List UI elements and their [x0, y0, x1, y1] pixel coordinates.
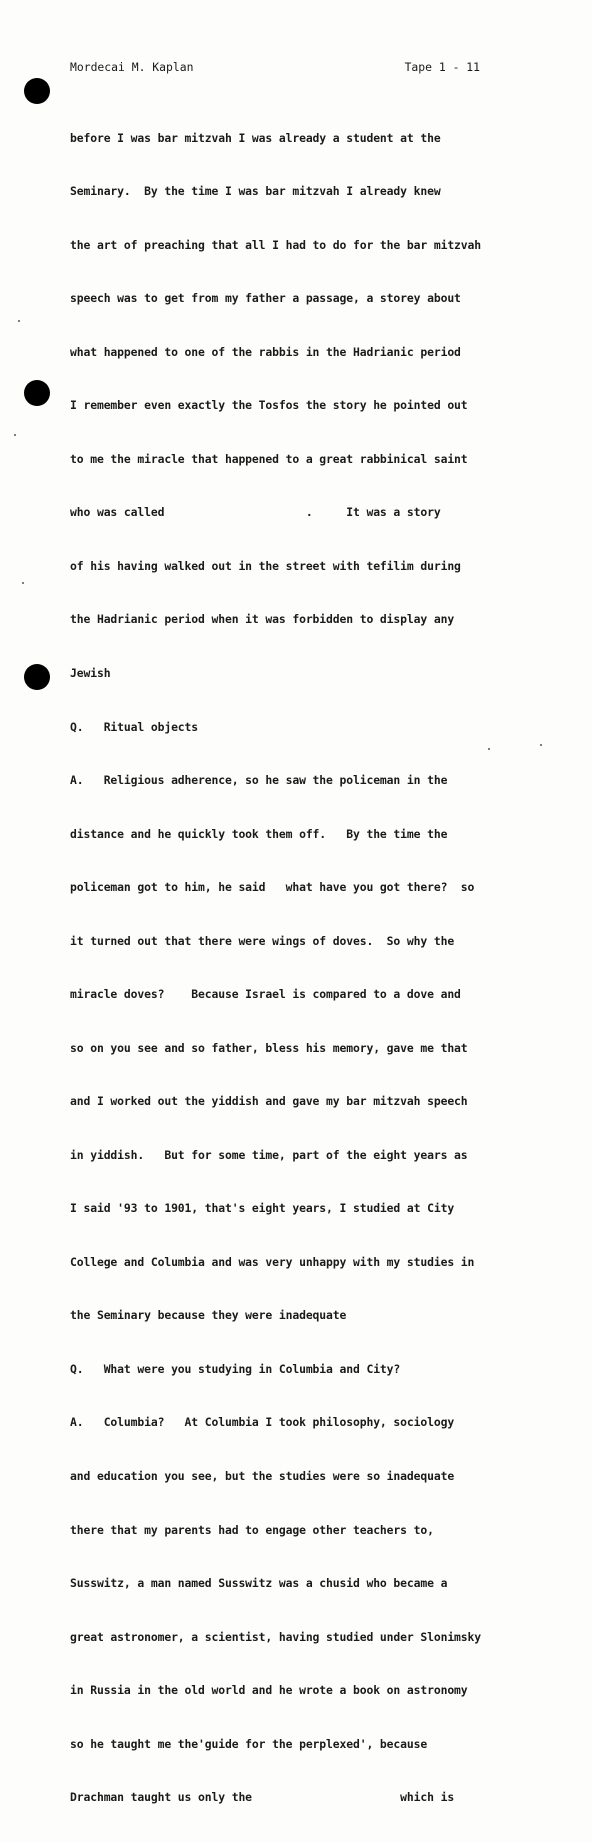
- transcript-line: policeman got to him, he said what have you got there? so: [70, 880, 475, 895]
- transcript-line: Jewish: [70, 666, 111, 680]
- transcript-line: Q. Ritual objects: [70, 719, 199, 734]
- transcript-line: the Seminary because they were inadequate: [70, 1308, 347, 1323]
- transcript-line: Drachman taught us only the which is: [70, 1790, 455, 1805]
- transcript-line: great astronomer, a scientist, having studied under Slonimsky: [70, 1629, 482, 1644]
- transcript-line: speech was to get from my father a passage, a storey about: [70, 291, 461, 306]
- transcript-line: and education you see, but the studies were so inadequate: [70, 1468, 455, 1483]
- transcript-line: College and Columbia and was very unhappy with my studies in: [70, 1254, 475, 1269]
- transcript-line: A. Columbia? At Columbia I took philosophy, sociology: [70, 1415, 455, 1430]
- transcript-body: [70, 94, 510, 1843]
- transcript-line: in Russia in the old world and he wrote a book on astronomy: [70, 1683, 468, 1698]
- transcript-line: there that my parents had to engage other teachers to,: [70, 1522, 434, 1537]
- transcript-line: it turned out that there were wings of doves. So why the: [70, 933, 455, 948]
- transcript-line: distance and he quickly took them off. By the time the: [70, 826, 448, 841]
- transcript-line: I remember even exactly the Tosfos the story he pointed out: [70, 398, 468, 413]
- transcript-line: Seminary. By the time I was bar mitzvah I already knew: [70, 184, 441, 199]
- scan-speck: [540, 744, 542, 746]
- transcript-line: I said '93 to 1901, that's eight years, I studied at City: [70, 1201, 455, 1216]
- scan-speck: [14, 434, 16, 436]
- transcript-line: so he taught me the'guide for the perplexed', because: [70, 1736, 428, 1751]
- transcript-line: A. Religious adherence, so he saw the policeman in the: [70, 773, 448, 788]
- transcript-line: in yiddish. But for some time, part of the eight years as: [70, 1147, 468, 1162]
- transcript-line: and I worked out the yiddish and gave my bar mitzvah speech: [70, 1094, 468, 1109]
- transcript-line: what happened to one of the rabbis in the Hadrianic period: [70, 344, 461, 359]
- punch-hole-bottom: [24, 664, 50, 690]
- transcript-line: Susswitz, a man named Susswitz was a chusid who became a: [70, 1576, 448, 1591]
- scan-speck: [18, 320, 20, 322]
- transcript-line: so on you see and so father, bless his memory, gave me that: [70, 1040, 468, 1055]
- transcript-line: Q. What were you studying in Columbia and City?: [70, 1361, 401, 1376]
- transcript-line: miracle doves? Because Israel is compared to a dove and: [70, 987, 461, 1002]
- page-header: [70, 58, 480, 76]
- transcript-line: of his having walked out in the street with tefilim during: [70, 558, 461, 573]
- tape-number: Tape 1 - 11: [404, 60, 480, 74]
- scan-speck: [22, 582, 24, 584]
- transcript-line: before I was bar mitzvah I was already a student at the: [70, 130, 441, 145]
- transcript-line: who was called . It was a story: [70, 505, 441, 520]
- speaker-name: Mordecai M. Kaplan: [70, 60, 194, 74]
- punch-hole-top: [24, 78, 50, 104]
- transcript-line: the Hadrianic period when it was forbidden to display any: [70, 612, 455, 627]
- transcript-line: the art of preaching that all I had to do for the bar mitzvah: [70, 237, 482, 252]
- transcript-line: to me the miracle that happened to a great rabbinical saint: [70, 451, 468, 466]
- punch-hole-middle: [24, 380, 50, 406]
